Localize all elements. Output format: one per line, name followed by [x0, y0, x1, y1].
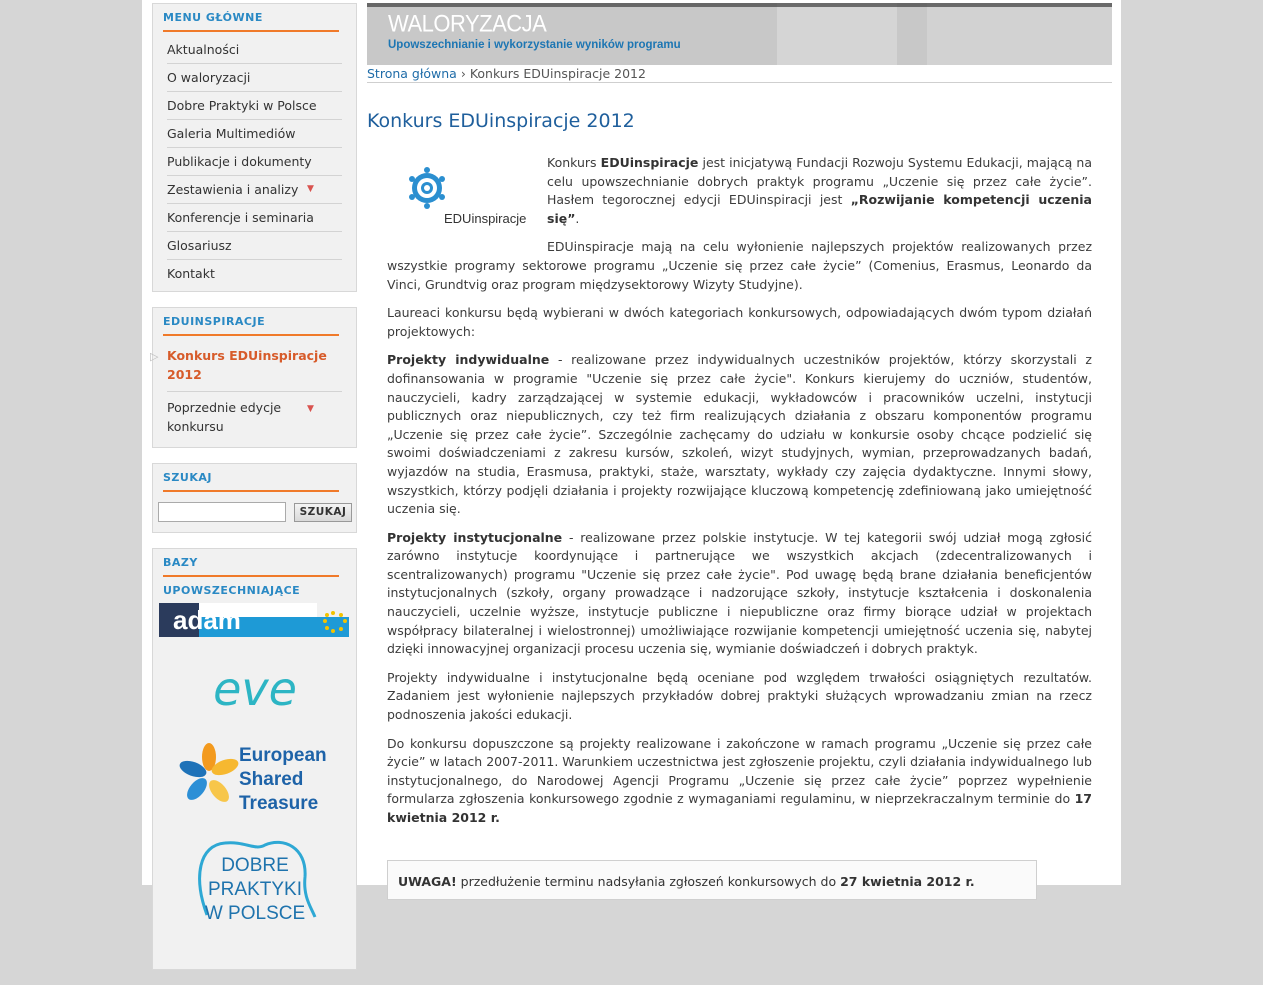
est-line-3: Treasure	[238, 793, 318, 814]
menu-item-label: Kontakt	[167, 266, 215, 281]
main-menu-title: MENU GŁÓWNE	[163, 4, 339, 32]
breadcrumb-current: Konkurs EDUinspiracje 2012	[469, 66, 646, 81]
breadcrumb-separator: ›	[460, 66, 466, 81]
text-bold: „Rozwijanie kompetencji uczenia się”	[547, 192, 1092, 226]
notice-label: UWAGA!	[398, 873, 457, 889]
edu-item-poprzednie-edycje[interactable]	[167, 392, 342, 443]
bases-box	[152, 548, 357, 970]
text: .	[575, 210, 580, 226]
paragraph-deadline	[387, 735, 1092, 828]
menu-item-glosariusz[interactable]	[167, 232, 342, 260]
notice-box	[387, 860, 1037, 900]
menu-item-label: Glosariusz	[167, 238, 232, 253]
est-line-1: European	[238, 745, 327, 766]
edu-item-konkurs-2012[interactable]	[150, 340, 342, 392]
text: Konkurs	[547, 155, 601, 170]
text: - realizowane przez polskie instytucje. W tej kategorii swój udział mogą zgłosić zarówno instytucje koordynujące i partnerujące we wszystkich akcjach (zdecentralizowanych i scentralizowanych) programu "Uczenie się przez całe życie". Pod uwagę będą brane działania beneficjentów instytucjonalnych (szkoły, organy prowadzące i nadzorujące szkoły, instytucje kształcenia i doskonalenia nauczycieli, uczelnie wyższe, instytucje publiczne i niepubliczne oraz firmy biorące udział w projektach współpracy bilateralnej i wielostronnej) umożliwiające rozwijanie kompetencji umiejętność uczenia się, nabytej dzięki innowacyjnej organizacji procesu uczenia się, wymianie doświadczeń i dobrych praktyk.	[387, 529, 1092, 657]
menu-item-zestawienia[interactable]	[167, 176, 342, 204]
dobre-line-2: PRAKTYKI	[207, 879, 302, 900]
eduinspiracje-logo-text: EDUinspiracje	[444, 211, 527, 226]
dobre-line-1: DOBRE	[220, 855, 289, 876]
eduinspiracje-logo	[387, 162, 547, 242]
breadcrumb	[367, 66, 1112, 83]
header-banner	[367, 3, 1112, 65]
text-bold: Projekty instytucjonalne	[387, 529, 563, 545]
edu-menu	[152, 307, 357, 448]
notice-text: przedłużenie terminu nadsyłania zgłoszeń konkursowych do	[456, 873, 841, 889]
search-box	[152, 463, 357, 533]
paragraph-individual	[387, 351, 1092, 518]
triangle-down-icon: ▼	[307, 404, 314, 414]
text-bold: Projekty indywidualne	[387, 352, 550, 368]
menu-item-dobre-praktyki[interactable]	[167, 92, 342, 120]
banner-subtitle: Upowszechnianie i wykorzystanie wyników programu	[388, 39, 681, 51]
search-input[interactable]	[158, 502, 286, 522]
notice-date: 27 kwietnia 2012 r.	[840, 873, 975, 889]
menu-item-galeria[interactable]	[167, 120, 342, 148]
search-title: SZUKAJ	[163, 464, 339, 492]
edu-menu-title: EDUINSPIRACJE	[163, 308, 339, 336]
sidebar	[152, 3, 357, 985]
chevron-right-icon: ▷	[150, 350, 159, 363]
menu-item-label: Poprzednie edycje konkursu	[167, 400, 282, 434]
est-line-2: Shared	[238, 769, 303, 790]
text-bold: 17 kwietnia 2012 r.	[387, 791, 1092, 825]
menu-item-label: O waloryzacji	[167, 70, 251, 85]
paragraph-institutional	[387, 529, 1092, 659]
paragraph-evaluation: Projekty indywidualne i instytucjonalne będą oceniane pod względem trwałości osiągniętych rezultatów. Zadaniem jest wyłonienie najlepszych przykładów dobrej praktyki służących wprowadzaniu zmian na rzecz podnoszenia jakości edukacji.	[387, 669, 1092, 723]
menu-item-kontakt[interactable]	[167, 260, 342, 287]
menu-item-publikacje[interactable]	[167, 148, 342, 176]
text: jest inicjatywą Fundacji Rozwoju Systemu Edukacji, mającą na celu upowszechnianie dobrych praktyk programu „Uczenie się przez całe życie”. Hasłem tegorocznej edycji EDUinspiracji jest	[547, 155, 1092, 208]
banner-title: WALORYZACJA	[388, 9, 547, 38]
edu-menu-list	[150, 336, 356, 447]
menu-item-label: Dobre Praktyki w Polsce	[167, 98, 317, 113]
dobre-line-3: W POLSCE	[204, 903, 305, 924]
page	[142, 0, 1121, 924]
menu-item-label: Galeria Multimediów	[167, 126, 296, 141]
menu-item-label: Konferencje i seminaria	[167, 210, 314, 225]
paragraph-goal: EDUinspiracje mają na celu wyłonienie najlepszych projektów realizowanych przez wszystkie programy sektorowe programu „Uczenie się przez całe życie” (Comenius, Erasmus, Leonardo da Vinci, Grundtvig oraz program międzysektorowy Wizyty Studyjne).	[387, 239, 1092, 292]
main-content	[367, 110, 1092, 900]
bases-logos	[153, 577, 356, 969]
paragraph-categories: Laureaci konkursu będą wybierani w dwóch kategoriach konkursowych, odpowiadających dwóm typom działań projektowych:	[387, 305, 1092, 339]
menu-item-konferencje[interactable]	[167, 204, 342, 232]
menu-item-o-waloryzacji[interactable]	[167, 64, 342, 92]
triangle-down-icon: ▼	[307, 184, 314, 194]
breadcrumb-home-link[interactable]: Strona główna	[367, 66, 457, 81]
menu-item-label: Zestawienia i analizy	[167, 182, 299, 197]
main-menu	[152, 3, 357, 292]
eve-logo-text: eve	[212, 662, 297, 716]
menu-item-label: Konkurs EDUinspiracje 2012	[167, 348, 327, 382]
menu-item-label: Aktualności	[167, 42, 240, 57]
adam-logo-text: adam	[173, 605, 241, 635]
article-body	[367, 154, 1092, 828]
text-bold: EDUinspiracje	[600, 155, 699, 170]
est-logo[interactable]	[175, 737, 335, 815]
search-button[interactable]: SZUKAJ	[294, 503, 352, 522]
bases-title: BAZY UPOWSZECHNIAJĄCE	[163, 549, 339, 577]
dobre-praktyki-logo[interactable]	[185, 837, 325, 924]
menu-item-aktualnosci[interactable]	[167, 36, 342, 64]
text: Do konkursu dopuszczone są projekty realizowane i zakończone w ramach programu „Uczenie się przez całe życie” w latach 2007-2011. Warunkiem uczestnictwa jest zgłoszenie projektu, czyli działania indywidualnego lub instytucjonalnego, do Narodowej Agencji Programu „Uczenie się przez całe życie” poprzez wypełnienie formularza zgłoszenia konkursowego zgodnie z wymaganiami regulaminu, w nieprzekraczalnym terminie do	[387, 735, 1092, 807]
eve-logo[interactable]	[200, 662, 310, 716]
main-menu-list	[153, 32, 356, 291]
eduinspiracje-swirl-icon	[407, 164, 467, 214]
adam-logo[interactable]	[157, 599, 352, 643]
menu-item-label: Publikacje i dokumenty	[167, 154, 312, 169]
search-row	[153, 492, 356, 532]
text: - realizowane przez indywidualnych uczestników projektów, którzy skorzystali z dofinansowania w programie "Uczenie się przez całe życie". Konkurs kierujemy do uczniów, studentów, nauczycieli, kadry zarządzającej w systemie edukacji, wykładowców i pracowników uczelni, instytucji publicznych oraz niepublicznych, czy też firm realizujących działania z obszaru komponentów programu „Uczenie się przez całe życie”. Szczególnie zachęcamy do udziału w konkursie osoby chcące podzielić się swoimi doświadczeniami z zakresu kursów, szkoleń, wizyt studyjnych, wymian, przeprowadzanych badań, wyjazdów na studia, Erasmusa, praktyki, staże, warsztaty, wykłady czy zajęcia dydaktyczne. Innymi słowy, wszystkich, którzy podjęli działania i projekty rozwijające kluczową kompetencję zdefiniowaną jako umiejętność uczenia się.	[387, 352, 1092, 517]
page-title: Konkurs EDUinspiracje 2012	[367, 110, 635, 132]
